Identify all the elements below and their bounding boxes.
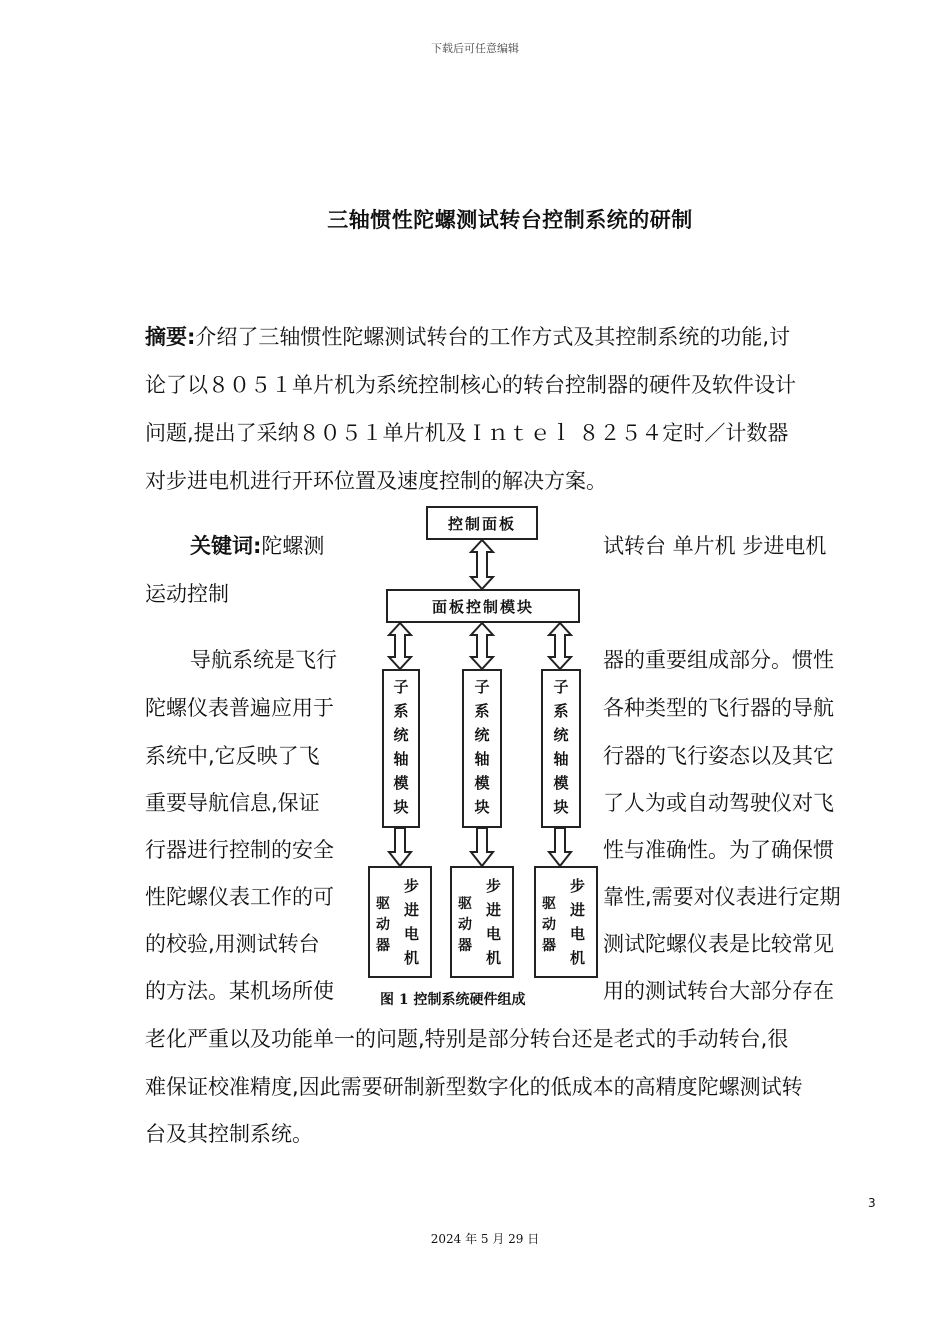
body-line-2-left: 陀螺仪表普遍应用于 xyxy=(145,696,334,720)
sub3-char: 块 xyxy=(553,798,569,816)
body-line-4-left: 重要导航信息,保证 xyxy=(145,791,320,815)
footer-date: 2024 年 5 月 29 日 xyxy=(430,1232,540,1246)
body-line-1-left: 导航系统是飞行 xyxy=(190,648,337,672)
sub2-char: 系 xyxy=(474,702,490,720)
keywords-line xyxy=(190,531,324,561)
hardware-block-diagram xyxy=(360,500,604,1016)
subsystem-axis-module-1 xyxy=(382,669,420,828)
sub1-char: 系 xyxy=(393,702,409,720)
sub2-char: 子 xyxy=(474,678,490,696)
sub2-char: 模 xyxy=(474,774,490,792)
arrow-sub-drv-2 xyxy=(471,828,493,866)
keywords-label: 关键词: xyxy=(190,534,262,558)
body-line-6-right: 靠性,需要对仪表进行定期 xyxy=(603,885,841,909)
arrow-sub-drv-3 xyxy=(549,828,571,866)
subsystem-axis-module-2 xyxy=(462,669,502,828)
keywords-right: 试转台 单片机 步进电机 xyxy=(603,534,827,558)
body-line-3-left: 系统中,它反映了飞 xyxy=(145,744,320,768)
body-line-7-left: 的校验,用测试转台 xyxy=(145,932,320,956)
sub2-char: 块 xyxy=(474,798,490,816)
stepper-motor-label-1: 步 进 电 机 xyxy=(404,877,420,967)
body-line-6-left: 性陀螺仪表工作的可 xyxy=(145,885,334,909)
body-line-4-right: 了人为或自动驾驶仪对飞 xyxy=(603,791,834,815)
keywords-left: 陀螺测 xyxy=(261,534,325,558)
sub3-char: 子 xyxy=(553,678,569,696)
driver-label-3: 驱 动 器 xyxy=(542,896,556,954)
sub1-char: 轴 xyxy=(393,750,409,768)
header-note: 下载后可任意编辑 xyxy=(431,42,519,55)
page-number: 3 xyxy=(868,1196,876,1210)
figure-caption: 图 1 控制系统硬件组成 xyxy=(380,992,526,1008)
sub1-char: 统 xyxy=(393,726,409,744)
abstract-line-1 xyxy=(145,322,790,352)
driver-motor-box-2 xyxy=(450,866,514,978)
arrow-module-sub-2 xyxy=(471,623,493,669)
sub1-char: 块 xyxy=(393,798,409,816)
body-line-3-right: 行器的飞行姿态以及其它 xyxy=(603,744,834,768)
sub2-char: 统 xyxy=(474,726,490,744)
abstract-text-1: 介绍了三轴惯性陀螺测试转台的工作方式及其控制系统的功能,讨 xyxy=(195,325,791,349)
document-title: 三轴惯性陀螺测试转台控制系统的研制 xyxy=(327,208,693,232)
sub1-char: 子 xyxy=(393,678,409,696)
arrow-sub-drv-1 xyxy=(389,828,411,866)
body-line-1-right: 器的重要组成部分。惯性 xyxy=(603,648,834,672)
sub3-char: 模 xyxy=(553,774,569,792)
arrow-module-sub-3 xyxy=(549,623,571,669)
sub3-char: 轴 xyxy=(553,750,569,768)
body-line-8-right: 用的测试转台大部分存在 xyxy=(603,979,834,1003)
body-line-10: 难保证校准精度,因此需要研制新型数字化的低成本的高精度陀螺测试转 xyxy=(145,1075,803,1099)
body-line-8-left: 的方法。某机场所使 xyxy=(145,979,334,1003)
driver-label-1: 驱 动 器 xyxy=(376,896,390,954)
driver-motor-box-1 xyxy=(368,866,432,978)
abstract-line-4: 对步进电机进行开环位置及速度控制的解决方案。 xyxy=(145,469,607,493)
sub3-char: 统 xyxy=(553,726,569,744)
subsystem-axis-module-3 xyxy=(541,669,581,828)
abstract-line-3: 问题,提出了采纳８０５１单片机及Ｉｎｔｅｌ ８２５４定时／计数器 xyxy=(145,421,789,445)
body-line-5-right: 性与准确性。为了确保惯 xyxy=(603,838,834,862)
arrow-module-sub-1 xyxy=(389,623,411,669)
body-line-7-right: 测试陀螺仪表是比较常见 xyxy=(603,932,834,956)
driver-label-2: 驱 动 器 xyxy=(458,896,472,954)
abstract-line-2: 论了以８０５１单片机为系统控制核心的转台控制器的硬件及软件设计 xyxy=(145,373,796,397)
body-line-11: 台及其控制系统。 xyxy=(145,1122,313,1146)
stepper-motor-label-2: 步 进 电 机 xyxy=(486,877,502,967)
abstract-label: 摘要: xyxy=(145,325,196,349)
sub3-char: 系 xyxy=(553,702,569,720)
arrow-panel-module xyxy=(471,540,493,589)
keywords-cont: 运动控制 xyxy=(145,582,229,606)
driver-motor-box-3 xyxy=(534,866,598,978)
body-line-9: 老化严重以及功能单一的问题,特别是部分转台还是老式的手动转台,很 xyxy=(145,1027,789,1051)
control-panel-box: 控制面板 xyxy=(426,506,538,540)
stepper-motor-label-3: 步 进 电 机 xyxy=(570,877,586,967)
sub2-char: 轴 xyxy=(474,750,490,768)
body-line-5-left: 行器进行控制的安全 xyxy=(145,838,334,862)
sub1-char: 模 xyxy=(393,774,409,792)
panel-control-module-box: 面板控制模块 xyxy=(386,589,580,623)
body-line-2-right: 各种类型的飞行器的导航 xyxy=(603,696,834,720)
